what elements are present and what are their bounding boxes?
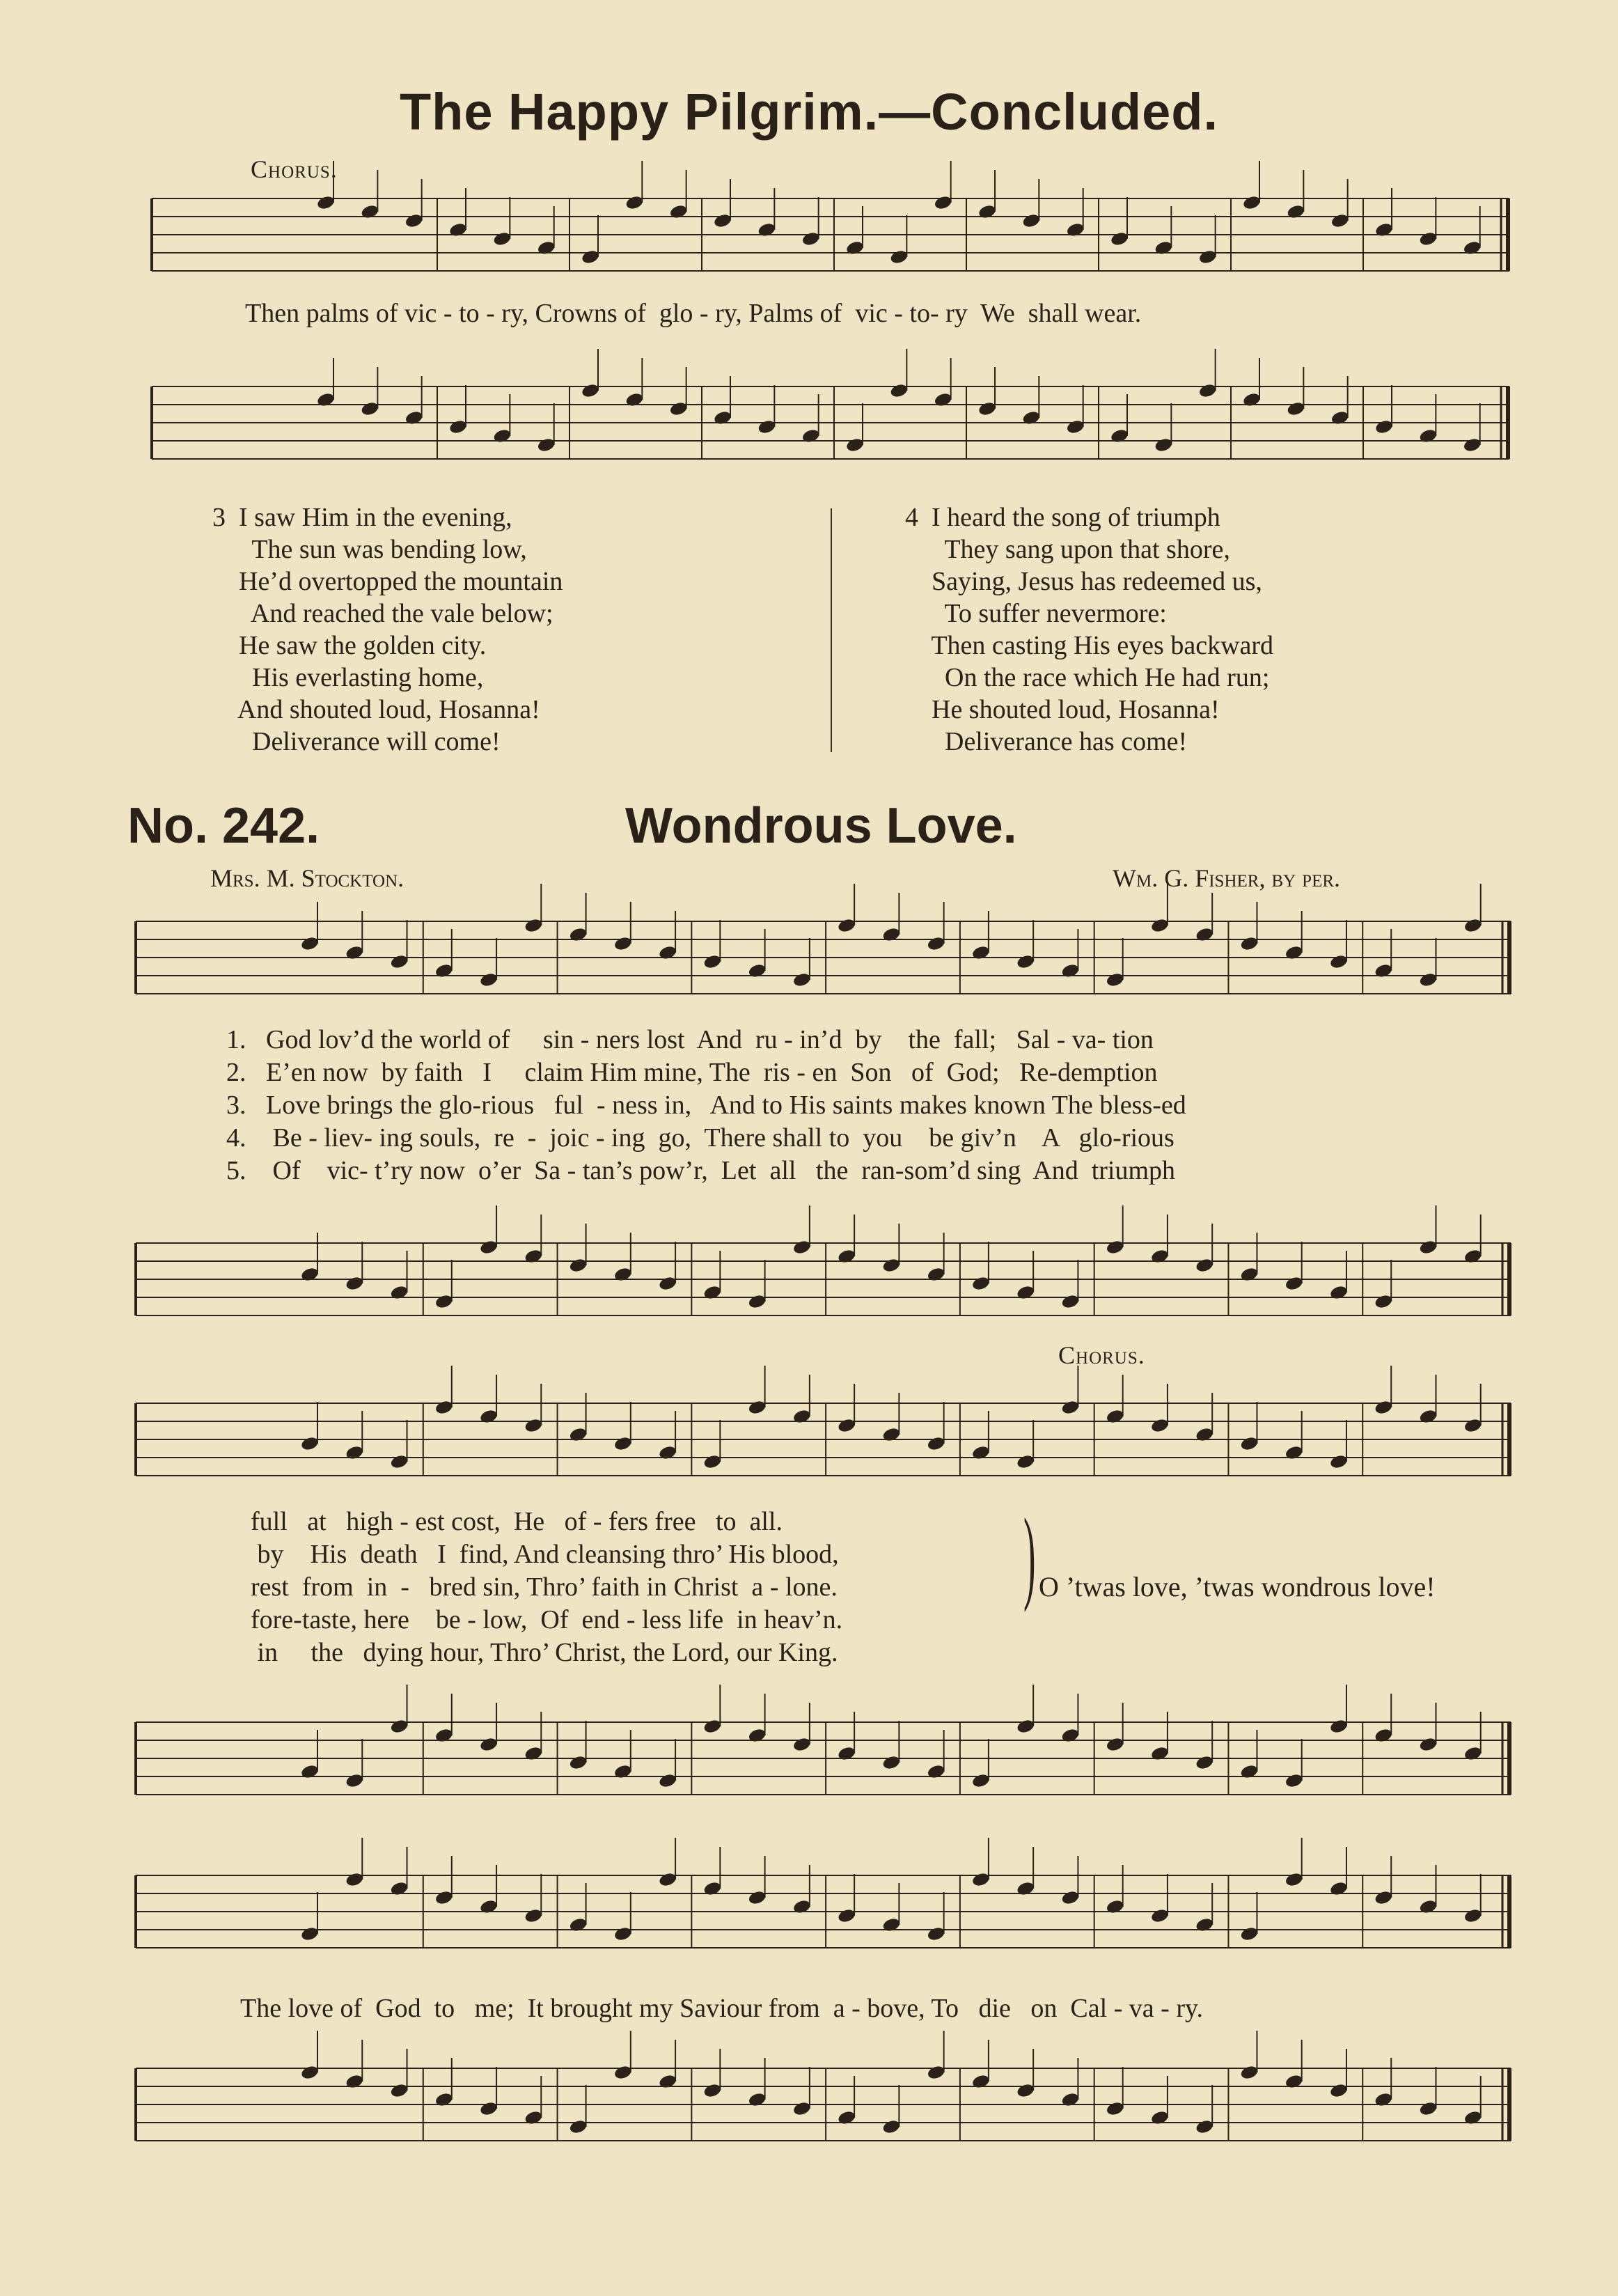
- note-head: [1150, 1417, 1170, 1433]
- note-head: [1195, 2118, 1214, 2134]
- note-head: [792, 1736, 812, 1752]
- note-head: [881, 926, 901, 942]
- note-head: [524, 2109, 543, 2125]
- note-head: [1329, 1718, 1349, 1734]
- note-head: [748, 2091, 767, 2107]
- note-head: [625, 391, 644, 407]
- note-head: [345, 1444, 364, 1460]
- note-head: [927, 935, 946, 951]
- note-head: [492, 428, 512, 444]
- note-head: [977, 400, 997, 416]
- verse-line-5: 5. Of vic- t’ry now o’er Sa - tan’s pow’r, Let all the ran-som’d sing And triumph: [226, 1156, 1176, 1185]
- note-head: [1195, 1754, 1214, 1770]
- note-head: [1150, 917, 1170, 933]
- note-head: [1418, 971, 1438, 987]
- verse-cont-4: fore-taste, here be - low, Of end - less life in heav’n.: [251, 1605, 843, 1634]
- note-head: [1150, 1907, 1170, 1923]
- composer-credit: Wm. G. Fisher, by per.: [1113, 864, 1341, 892]
- note-head: [1239, 2064, 1259, 2080]
- note-head: [748, 1889, 767, 1905]
- note-head: [1374, 419, 1394, 435]
- staff-hymn-treble-1: [136, 918, 1511, 998]
- note-head: [1195, 926, 1214, 942]
- note-head: [1418, 1898, 1438, 1914]
- hymn-number: No. 242.: [127, 798, 320, 854]
- note-head: [360, 400, 379, 416]
- note-head: [479, 1898, 498, 1914]
- note-head: [1106, 2100, 1125, 2116]
- note-head: [345, 944, 364, 960]
- note-head: [702, 1880, 722, 1896]
- note-head: [1374, 1889, 1393, 1905]
- note-head: [390, 953, 409, 969]
- note-head: [390, 1718, 409, 1734]
- note-head: [1418, 1736, 1438, 1752]
- note-head: [1198, 249, 1218, 265]
- note-head: [569, 1426, 588, 1442]
- note-head: [1329, 2082, 1349, 2098]
- note-head: [801, 231, 821, 247]
- note-head: [345, 1871, 364, 1887]
- note-head: [748, 1293, 767, 1309]
- note-head: [1463, 1248, 1483, 1264]
- verse-line: They sang upon that shore,: [905, 535, 1230, 564]
- note-head: [1016, 1718, 1035, 1734]
- note-head: [792, 1898, 812, 1914]
- note-head: [613, 935, 633, 951]
- verse-lines: [226, 1024, 1186, 1187]
- note-head: [569, 1754, 588, 1770]
- note-head: [927, 1435, 946, 1451]
- verse-line: Deliverance will come!: [212, 727, 501, 756]
- note-head: [360, 203, 379, 219]
- note-head: [669, 400, 689, 416]
- note-head: [1198, 382, 1218, 398]
- verse-line: Saying, Jesus has redeemed us,: [905, 567, 1262, 596]
- note-head: [300, 1763, 320, 1779]
- page-title: The Happy Pilgrim.—Concluded.: [399, 83, 1219, 141]
- verse-line: The sun was bending low,: [212, 535, 527, 564]
- note-head: [1286, 203, 1305, 219]
- verse-line: On the race which He had run;: [905, 663, 1270, 692]
- note-head: [1154, 437, 1173, 453]
- chorus-label: Chorus.: [1058, 1341, 1145, 1369]
- note-head: [316, 194, 336, 210]
- note-head: [658, 2073, 677, 2089]
- note-head: [1285, 1444, 1304, 1460]
- note-head: [927, 1266, 946, 1282]
- note-head: [1110, 231, 1129, 247]
- note-head: [1239, 1926, 1259, 1942]
- note-head: [1418, 231, 1438, 247]
- hymn-title: Wondrous Love.: [625, 798, 1017, 854]
- staff-hymn-bass-1: [136, 1240, 1511, 1320]
- verse-line: His everlasting home,: [212, 663, 484, 692]
- note-head: [971, 1871, 991, 1887]
- verse-line: 3 I saw Him in the evening,: [212, 503, 512, 532]
- note-head: [748, 962, 767, 978]
- note-head: [1285, 1772, 1304, 1788]
- note-head: [1106, 1408, 1125, 1424]
- note-head: [434, 1293, 454, 1309]
- note-head: [792, 1408, 812, 1424]
- note-head: [479, 2100, 498, 2116]
- verse-cont-3: rest from in - bred sin, Thro’ faith in Christ a - lone.: [251, 1572, 838, 1602]
- note-head: [613, 1435, 633, 1451]
- verse-divider: [831, 508, 832, 752]
- note-head: [658, 1871, 677, 1887]
- staff-top-bass: [152, 383, 1509, 467]
- note-head: [1021, 409, 1041, 425]
- note-head: [1060, 1293, 1080, 1309]
- verse-brace: ): [1023, 1497, 1036, 1613]
- note-head: [1106, 1898, 1125, 1914]
- verse-cont-5: in the dying hour, Thro’ Christ, the Lord, our King.: [251, 1638, 838, 1667]
- note-head: [1106, 1736, 1125, 1752]
- note-head: [1106, 971, 1125, 987]
- note-head: [390, 1453, 409, 1469]
- note-head: [524, 1417, 543, 1433]
- staff-hymn-bass-3: [136, 2065, 1511, 2145]
- note-head: [669, 203, 689, 219]
- note-head: [625, 194, 644, 210]
- note-head: [1060, 962, 1080, 978]
- note-head: [1374, 2091, 1393, 2107]
- note-head: [1110, 428, 1129, 444]
- note-head: [971, 1275, 991, 1291]
- note-head: [1374, 1399, 1393, 1415]
- note-head: [569, 926, 588, 942]
- note-head: [1329, 1880, 1349, 1896]
- note-head: [702, 1284, 722, 1300]
- note-head: [1285, 1275, 1304, 1291]
- note-head: [1060, 2091, 1080, 2107]
- note-head: [1374, 1293, 1393, 1309]
- note-head: [613, 2064, 633, 2080]
- note-head: [1285, 1871, 1304, 1887]
- verse-cont-2: by His death I find, And cleansing thro’ His blood,: [251, 1540, 839, 1569]
- note-head: [1154, 240, 1173, 256]
- note-head: [1463, 1417, 1483, 1433]
- note-head: [927, 2064, 946, 2080]
- staff-hymn-treble-3: [136, 1872, 1511, 1952]
- note-head: [1463, 2109, 1483, 2125]
- refrain-text: O ’twas love, ’twas wondrous love!: [1039, 1571, 1436, 1602]
- note-head: [889, 382, 909, 398]
- note-head: [713, 409, 732, 425]
- note-head: [971, 1772, 991, 1788]
- note-head: [889, 249, 909, 265]
- note-head: [837, 1907, 856, 1923]
- note-head: [479, 1239, 498, 1255]
- note-head: [1060, 1727, 1080, 1743]
- note-head: [434, 2091, 454, 2107]
- note-head: [479, 1408, 498, 1424]
- note-head: [524, 917, 543, 933]
- note-head: [300, 1435, 320, 1451]
- note-head: [345, 1275, 364, 1291]
- note-head: [1150, 1248, 1170, 1264]
- note-head: [702, 953, 722, 969]
- note-head: [390, 1880, 409, 1896]
- verse-line: He saw the golden city.: [212, 631, 487, 660]
- note-head: [492, 231, 512, 247]
- note-head: [1463, 437, 1482, 453]
- note-head: [434, 1727, 454, 1743]
- note-head: [300, 1926, 320, 1942]
- note-head: [1016, 1453, 1035, 1469]
- note-head: [524, 1248, 543, 1264]
- note-head: [569, 1916, 588, 1932]
- note-head: [581, 249, 600, 265]
- note-head: [537, 437, 556, 453]
- verse-4-column: [905, 501, 1273, 758]
- note-head: [845, 437, 865, 453]
- note-head: [1242, 391, 1262, 407]
- note-head: [837, 917, 856, 933]
- note-head: [845, 240, 865, 256]
- note-head: [1418, 1408, 1438, 1424]
- note-head: [1060, 1889, 1080, 1905]
- note-head: [1239, 1435, 1259, 1451]
- note-head: [613, 1763, 633, 1779]
- note-head: [1330, 212, 1350, 228]
- note-head: [569, 1257, 588, 1273]
- note-head: [927, 1926, 946, 1942]
- note-head: [479, 971, 498, 987]
- note-head: [1329, 1453, 1349, 1469]
- note-head: [537, 240, 556, 256]
- verse-line-4: 4. Be - liev- ing souls, re - joic - ing go, There shall to you be giv’n A glo-rious: [226, 1123, 1175, 1153]
- note-head: [434, 1889, 454, 1905]
- verse-continuation: [251, 1506, 842, 1669]
- note-head: [300, 1266, 320, 1282]
- note-head: [1106, 1239, 1125, 1255]
- note-head: [837, 2109, 856, 2125]
- note-head: [1242, 194, 1262, 210]
- note-head: [1239, 1763, 1259, 1779]
- note-head: [1374, 221, 1394, 237]
- note-head: [801, 428, 821, 444]
- note-head: [524, 1745, 543, 1761]
- note-head: [748, 1727, 767, 1743]
- verse-line: And reached the vale below;: [212, 599, 553, 628]
- verse-line: Deliverance has come!: [905, 727, 1188, 756]
- note-head: [1329, 953, 1349, 969]
- note-head: [1195, 1426, 1214, 1442]
- note-head: [1021, 212, 1041, 228]
- verse-line-2: 2. E’en now by faith I claim Him mine, The ris - en Son of God; Re-demption: [226, 1058, 1158, 1087]
- note-head: [971, 2073, 991, 2089]
- note-head: [713, 212, 732, 228]
- note-head: [702, 2082, 722, 2098]
- staff-hymn-bass-2: [136, 1719, 1511, 1799]
- note-head: [837, 1745, 856, 1761]
- note-head: [1195, 1257, 1214, 1273]
- note-head: [390, 1284, 409, 1300]
- note-head: [702, 1718, 722, 1734]
- verse-line: He’d overtopped the mountain: [212, 567, 563, 596]
- note-head: [702, 1453, 722, 1469]
- note-head: [658, 1772, 677, 1788]
- note-head: [434, 1399, 454, 1415]
- note-head: [1418, 428, 1438, 444]
- note-head: [345, 2073, 364, 2089]
- verse-line: To suffer nevermore:: [905, 599, 1167, 628]
- note-head: [613, 1266, 633, 1282]
- note-head: [390, 2082, 409, 2098]
- note-head: [1285, 2073, 1304, 2089]
- note-head: [837, 1248, 856, 1264]
- note-head: [613, 1926, 633, 1942]
- note-head: [927, 1763, 946, 1779]
- note-head: [300, 2064, 320, 2080]
- note-head: [1066, 221, 1085, 237]
- note-head: [1150, 2109, 1170, 2125]
- note-head: [1150, 1745, 1170, 1761]
- note-head: [792, 2100, 812, 2116]
- note-head: [404, 409, 424, 425]
- note-head: [971, 944, 991, 960]
- staff-top-treble: [152, 195, 1509, 279]
- note-head: [1016, 2082, 1035, 2098]
- verse-line: Then casting His eyes backward: [905, 631, 1274, 660]
- note-head: [757, 419, 776, 435]
- note-head: [792, 971, 812, 987]
- note-head: [1374, 962, 1393, 978]
- final-lyric-line: The love of God to me; It brought my Saviour from a - bove, To die on Cal - va - ry.: [240, 1994, 1204, 2023]
- note-head: [524, 1907, 543, 1923]
- note-head: [1418, 2100, 1438, 2116]
- note-head: [1418, 1239, 1438, 1255]
- note-head: [1286, 400, 1305, 416]
- note-head: [837, 1417, 856, 1433]
- note-head: [881, 1426, 901, 1442]
- chorus-label-top: Chorus.: [251, 155, 338, 183]
- note-head: [479, 1736, 498, 1752]
- note-head: [658, 1275, 677, 1291]
- note-head: [404, 212, 424, 228]
- verse-line-1: 1. God lov’d the world of sin - ners lost And ru - in’d by the fall; Sal - va- tion: [226, 1025, 1154, 1054]
- note-head: [434, 962, 454, 978]
- note-head: [448, 221, 468, 237]
- note-head: [1239, 1266, 1259, 1282]
- note-head: [1239, 935, 1259, 951]
- note-head: [1016, 1284, 1035, 1300]
- note-head: [581, 382, 600, 398]
- note-head: [977, 203, 997, 219]
- note-head: [934, 194, 953, 210]
- note-head: [1016, 953, 1035, 969]
- note-head: [316, 391, 336, 407]
- staff-hymn-treble-2: [136, 1400, 1511, 1480]
- verse-line-3: 3. Love brings the glo-rious ful - ness in, And to His saints makes known The bless-ed: [226, 1091, 1186, 1120]
- note-head: [757, 221, 776, 237]
- note-head: [1016, 1880, 1035, 1896]
- note-head: [1463, 917, 1483, 933]
- note-head: [1463, 1907, 1483, 1923]
- note-head: [971, 1444, 991, 1460]
- note-head: [1374, 1727, 1393, 1743]
- note-head: [792, 1239, 812, 1255]
- note-head: [881, 1754, 901, 1770]
- note-head: [1330, 409, 1350, 425]
- note-head: [934, 391, 953, 407]
- note-head: [658, 944, 677, 960]
- note-head: [345, 1772, 364, 1788]
- note-head: [748, 1399, 767, 1415]
- verse-cont-1: full at high - est cost, He of - fers free to all.: [251, 1507, 783, 1536]
- note-head: [881, 1257, 901, 1273]
- author-credit: Mrs. M. Stockton.: [210, 864, 404, 892]
- note-head: [300, 935, 320, 951]
- note-head: [881, 2118, 901, 2134]
- note-head: [1066, 419, 1085, 435]
- note-head: [1060, 1399, 1080, 1415]
- verse-line: He shouted loud, Hosanna!: [905, 695, 1220, 724]
- verse-line: And shouted loud, Hosanna!: [212, 695, 540, 724]
- note-head: [1329, 1284, 1349, 1300]
- note-head: [569, 2118, 588, 2134]
- note-head: [658, 1444, 677, 1460]
- verse-line: 4 I heard the song of triumph: [905, 503, 1220, 532]
- top-chorus-lyrics: Then palms of vic - to - ry, Crowns of glo - ry, Palms of vic - to- ry We shall wear.: [245, 299, 1142, 328]
- note-head: [448, 419, 468, 435]
- note-head: [881, 1916, 901, 1932]
- verse-3-column: [212, 501, 563, 758]
- note-head: [1195, 1916, 1214, 1932]
- note-head: [1285, 944, 1304, 960]
- note-head: [1463, 240, 1482, 256]
- note-head: [1463, 1745, 1483, 1761]
